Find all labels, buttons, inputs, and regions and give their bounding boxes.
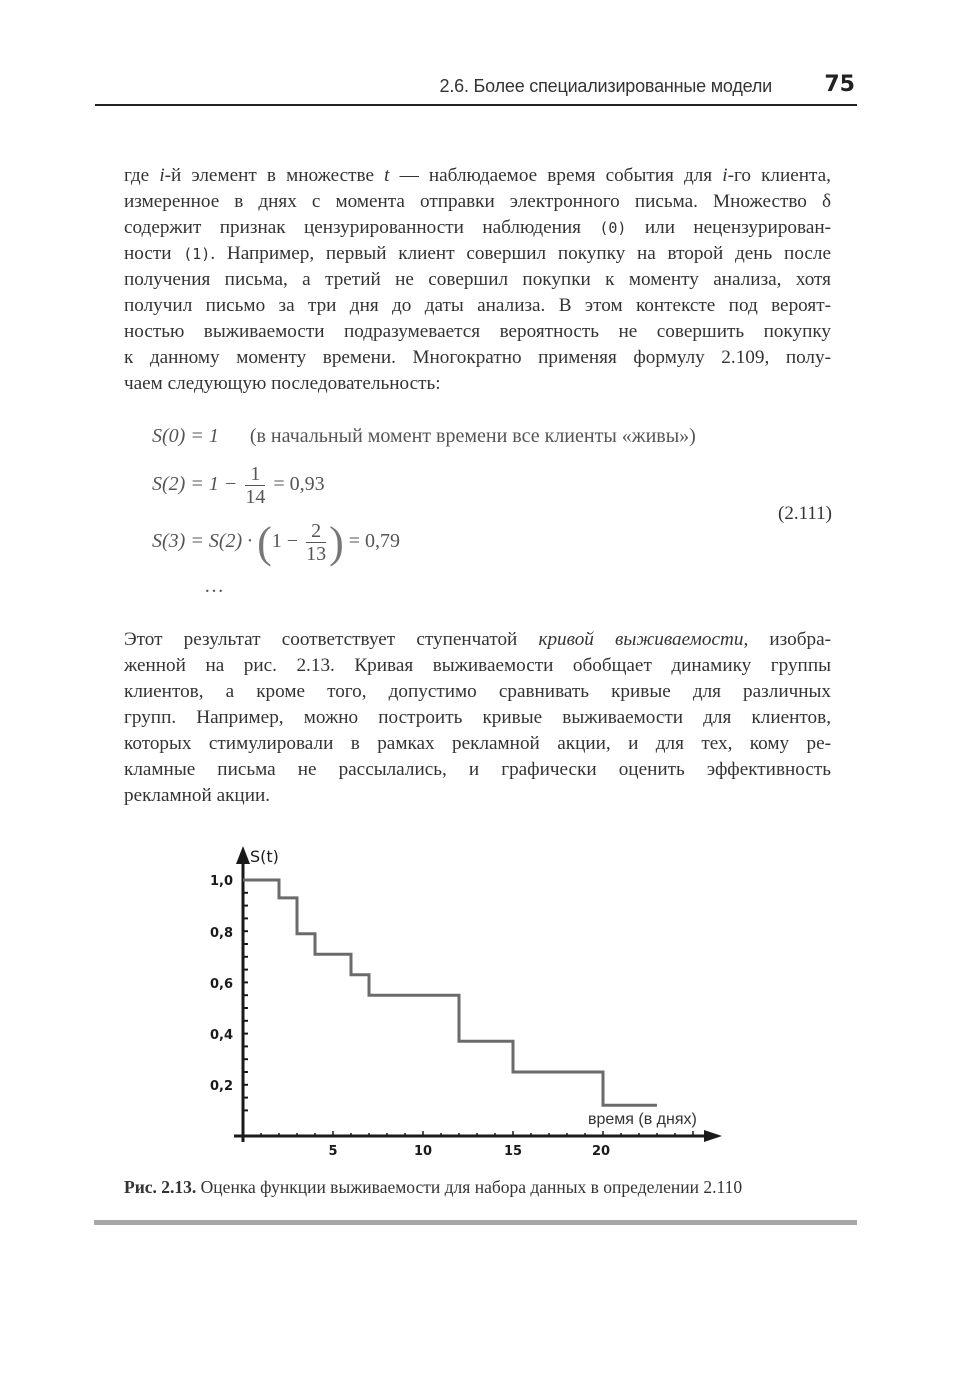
text-line: получения письма, а третий не совершил покупки к моменту анализа, хотя — [124, 269, 831, 290]
text-line: которых стимулировали в рамках рекламной акции, и для тех, кому ре- — [124, 733, 831, 754]
survival-curve-chart — [195, 840, 735, 1160]
page-header — [95, 72, 857, 106]
y-tick-label: 0,4 — [209, 1028, 233, 1043]
equation-s0: S(0) = 1 (в начальный момент времени все клиенты «живы») — [152, 425, 696, 447]
text-line: ности (1). Например, первый клиент совершил покупку на второй день после — [124, 243, 831, 264]
text-line: получил письмо за три дня до даты анализа. В этом контексте под вероят- — [124, 295, 831, 316]
figure-caption — [124, 1177, 742, 1198]
fraction: $\frac{2}{13}$ — [306, 520, 327, 565]
text-line: женной на рис. 2.13. Кривая выживаемости обобщает динамику группы — [124, 655, 831, 676]
x-axis-label: время (в днях) — [588, 1111, 697, 1128]
figure-label: Рис. 2.13. — [124, 1177, 197, 1197]
text-line: где i-й элемент в множестве t — наблюдаемое время события для i-го клиента, — [124, 165, 831, 186]
equation-s3: S(3) = S(2) · (1 − $\frac{2}{13}$ ) = 0,79 — [152, 518, 401, 567]
page-number: 75 — [824, 72, 855, 97]
text-line: рекламной акции. — [124, 785, 271, 806]
x-tick-label: 5 — [328, 1144, 338, 1159]
equation-s2: S(2) = 1 − $\frac{1}{14}$ = 0,93 — [152, 463, 325, 508]
text-line: ностью выживаемости подразумевается вероятность не совершить покупку — [124, 321, 831, 342]
text-line: чаем следующую последовательность: — [124, 373, 441, 394]
y-tick-label: 0,2 — [209, 1079, 233, 1094]
equation-number: (2.111) — [778, 503, 832, 524]
paragraph-intro — [124, 163, 831, 397]
equation-ellipsis: … — [204, 575, 224, 597]
text-line: Этот результат соответствует ступенчатой кривой выживаемости, изобра- — [124, 629, 831, 650]
y-tick-label: 0,8 — [209, 926, 233, 941]
figure-caption-text: Оценка функции выживаемости для набора данных в определении 2.110 — [196, 1177, 743, 1197]
emphasis-term: кривой выживаемости — [538, 629, 744, 650]
y-tick-label: 0,6 — [209, 977, 233, 992]
equation-block — [152, 425, 842, 605]
text-line: кламные письма не рассылались, и графически оценить эффективность — [124, 759, 831, 780]
x-tick-label: 20 — [591, 1144, 611, 1159]
fraction: $\frac{1}{14}$ — [245, 463, 266, 508]
footer-rule — [94, 1220, 857, 1225]
survival-step-line — [243, 880, 657, 1105]
paragraph-survival-curve — [124, 627, 831, 809]
x-tick-label: 10 — [413, 1144, 433, 1159]
y-tick-label: 1,0 — [209, 874, 233, 889]
text-line: групп. Например, можно построить кривые выживаемости для клиентов, — [124, 707, 831, 728]
text-line: к данному моменту времени. Многократно применяя формулу 2.109, полу- — [124, 347, 831, 368]
y-axis-label: S(t) — [250, 847, 279, 866]
running-title: 2.6. Более специализированные модели — [439, 76, 772, 96]
x-tick-label: 15 — [503, 1144, 523, 1159]
x-axis — [234, 1111, 722, 1159]
text-line: клиентов, а кроме того, допустимо сравнивать кривые для различных — [124, 681, 831, 702]
equation-comment: (в начальный момент времени все клиенты «живы») — [249, 425, 696, 447]
y-axis — [210, 846, 279, 1142]
text-line: содержит признак цензурированности наблюдения (0) или нецензурирован- — [124, 217, 831, 238]
text-line: измеренное в днях с момента отправки электронного письма. Множество δ — [124, 191, 831, 212]
